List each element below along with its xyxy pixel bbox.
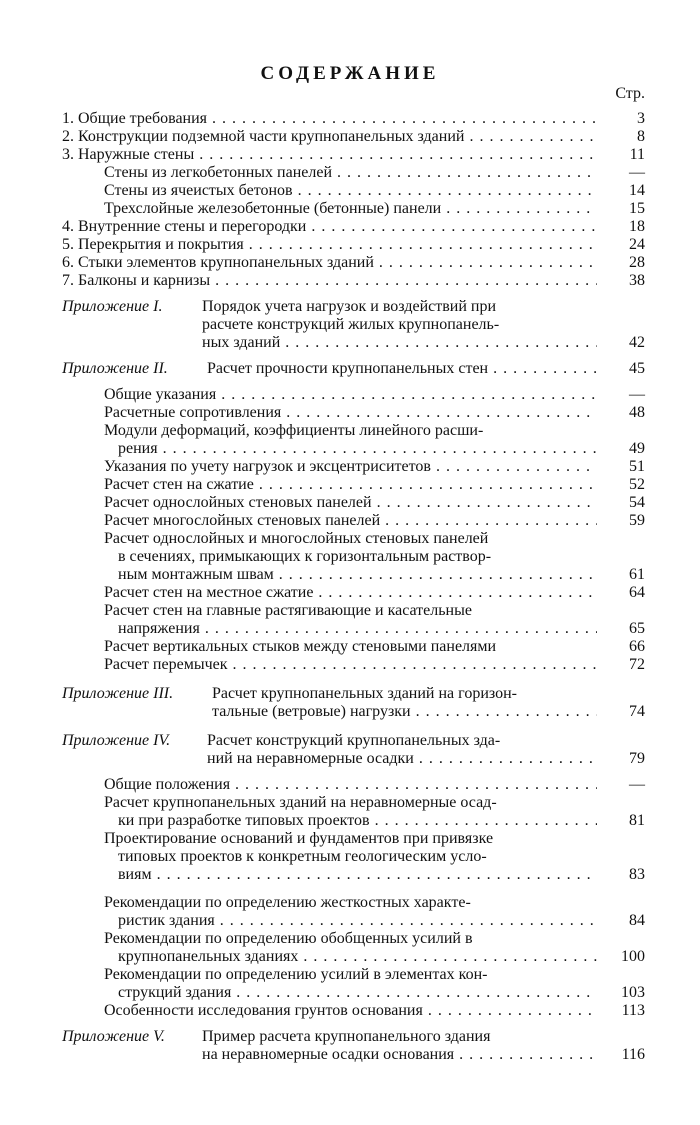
appendix-label: Приложение V. [62,1028,165,1045]
appendix-label: Приложение II. [62,360,168,377]
page-column-header: Стр. [615,85,645,102]
appendix-label: Приложение I. [62,298,163,315]
appendix-label: Приложение IV. [62,732,171,749]
appendix-label: Приложение III. [62,685,174,702]
page-title: СОДЕРЖАНИЕ [260,63,440,84]
